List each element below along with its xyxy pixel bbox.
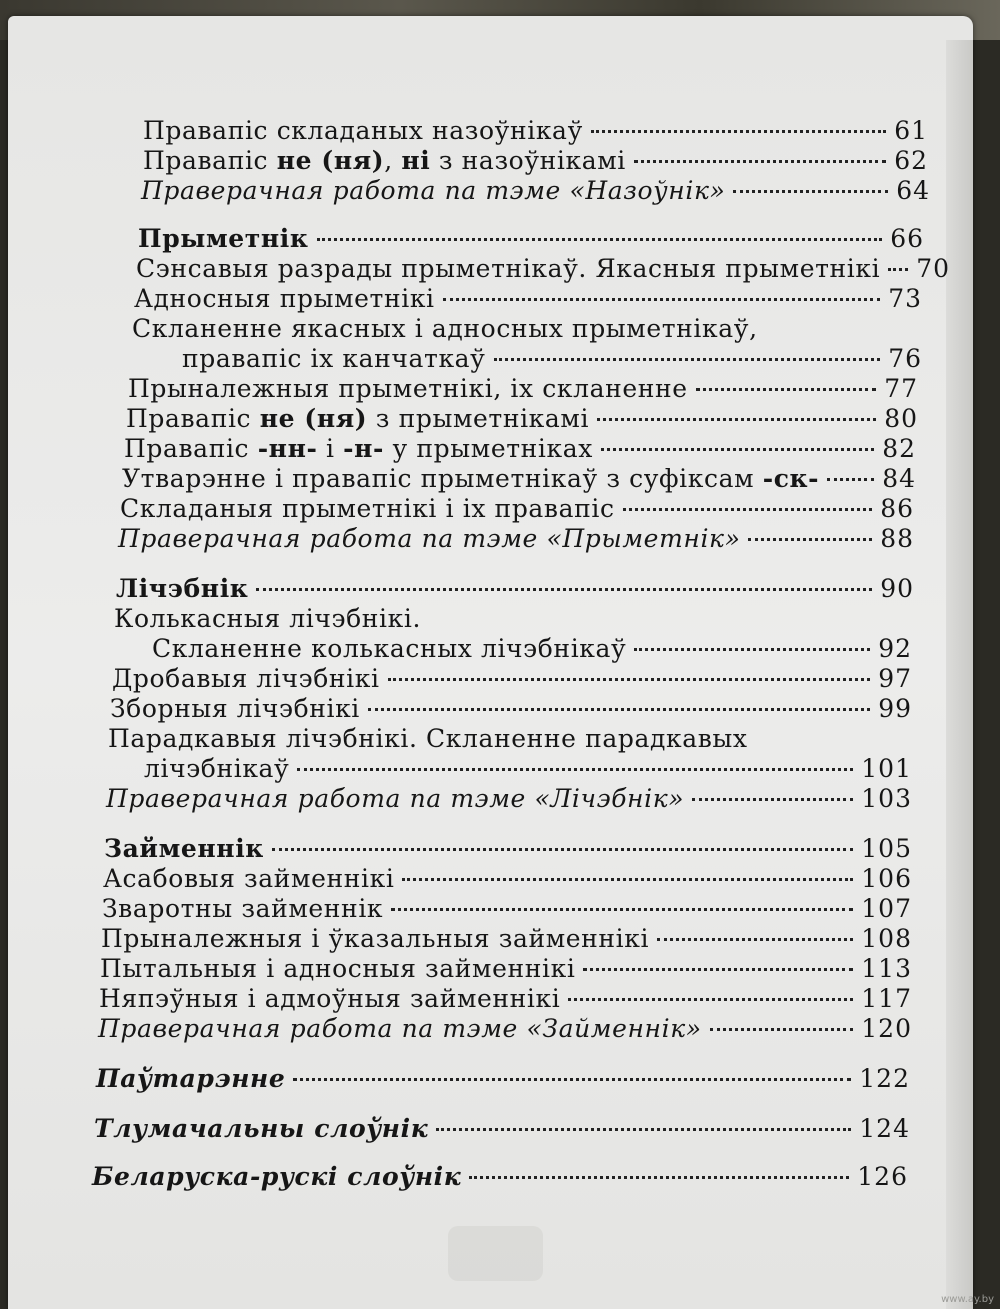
table-of-contents [8, 16, 973, 1309]
toc-entry [136, 254, 951, 284]
toc-entry [120, 494, 914, 524]
toc-entry [92, 1162, 908, 1192]
toc-entry [114, 604, 912, 634]
toc-page-number: 124 [859, 1114, 910, 1143]
toc-entry-title [126, 404, 589, 433]
dot-leader [634, 648, 870, 651]
toc-title-part: Лічэбнік [116, 574, 249, 603]
toc-page-number: 77 [884, 374, 918, 403]
toc-page-number: 106 [861, 864, 912, 893]
toc-entry-title [100, 954, 575, 983]
dot-leader [696, 388, 877, 391]
toc-entry [106, 784, 912, 814]
toc-entry-title-continued: лічэбнікаў [144, 754, 290, 783]
toc-entry [122, 464, 916, 494]
toc-entry [99, 984, 912, 1014]
dot-leader [888, 268, 908, 271]
dot-leader [623, 508, 873, 511]
toc-page-number: 61 [894, 116, 928, 145]
dot-leader [402, 878, 853, 881]
toc-title-part: з прыметнікамі [367, 404, 590, 433]
dot-leader [583, 968, 853, 971]
toc-title-part: Парадкавыя лічэбнікі. Скланенне парадкавых [108, 724, 748, 753]
toc-title-part: Прыналежныя і ўказальныя займеннікі [101, 924, 650, 953]
dot-leader [591, 130, 886, 133]
toc-title-part: Зваротны займеннік [102, 894, 384, 923]
toc-entry [124, 434, 916, 464]
toc-page-number: 122 [859, 1064, 910, 1093]
dot-leader [293, 1078, 851, 1081]
toc-entry-title [124, 434, 593, 463]
toc-title-part: Прыналежныя прыметнікі, іх скланенне [128, 374, 688, 403]
toc-title-part: з назоўнікамі [430, 146, 626, 175]
toc-page-number: 101 [861, 754, 912, 783]
toc-entry-title [136, 254, 880, 283]
dot-leader [256, 588, 872, 591]
dot-leader [272, 848, 853, 851]
toc-entry [94, 1114, 910, 1144]
dot-leader [317, 238, 883, 241]
dot-leader [391, 908, 853, 911]
toc-page-number: 90 [880, 574, 914, 603]
toc-entry-title [108, 724, 748, 753]
dot-leader [657, 938, 853, 941]
toc-page-number: 76 [888, 344, 922, 373]
toc-entry-title [104, 834, 264, 863]
toc-entry-title [101, 924, 649, 953]
toc-page-number: 86 [880, 494, 914, 523]
dot-leader [827, 478, 874, 481]
toc-entry-continuation [144, 754, 912, 784]
toc-title-part: Правапіс [124, 434, 258, 463]
toc-title-part: Тлумачальны слоўнік [94, 1114, 429, 1143]
toc-page-number: 105 [861, 834, 912, 863]
dot-leader [634, 160, 886, 163]
toc-entry-title [143, 146, 626, 175]
toc-entry [101, 924, 912, 954]
toc-title-bold-part: -н- [343, 434, 385, 463]
toc-title-part: Сэнсавыя разрады прыметнікаў. Якасныя прыметнікі [136, 254, 881, 283]
toc-title-part: Праверачная работа па тэме «Прыметнік» [118, 524, 741, 553]
dot-leader [601, 448, 874, 451]
toc-entry [126, 404, 918, 434]
toc-entry-title [128, 374, 688, 403]
dot-leader [597, 418, 876, 421]
toc-page-number: 92 [878, 634, 912, 663]
toc-entry [134, 284, 922, 314]
toc-page-number: 103 [861, 784, 912, 813]
book-page [8, 16, 973, 1309]
toc-title-part: у прыметніках [384, 434, 593, 463]
toc-title-part: Скланенне якасных і адносных прыметнікаў, [132, 314, 758, 343]
toc-title-part: Няпэўныя і адмоўныя займеннікі [99, 984, 561, 1013]
toc-entry-title-continued: Скланенне колькасных лічэбнікаў [152, 634, 627, 663]
dot-leader [733, 190, 888, 193]
toc-title-part: Паўтарэнне [96, 1064, 286, 1093]
toc-title-bold-part: не (ня) [276, 146, 385, 175]
dot-leader [748, 538, 872, 541]
toc-page-number: 113 [861, 954, 912, 983]
toc-page-number: 84 [882, 464, 916, 493]
toc-title-part: Праверачная работа па тэме «Лічэбнік» [106, 784, 685, 813]
toc-entry-title [99, 984, 560, 1013]
toc-entry [128, 374, 918, 404]
toc-entry [141, 176, 930, 206]
toc-title-part: Складаныя прыметнікі і іх правапіс [120, 494, 615, 523]
toc-entry-title [118, 524, 740, 553]
toc-title-part: , [384, 146, 402, 175]
toc-page-number: 73 [888, 284, 922, 313]
toc-page-number: 82 [882, 434, 916, 463]
dot-leader [494, 358, 881, 361]
toc-title-part: Праверачная работа па тэме «Займеннік» [98, 1014, 702, 1043]
toc-title-part: Зборныя лічэбнікі [110, 694, 360, 723]
dot-leader [443, 298, 881, 301]
toc-entry [100, 954, 912, 984]
dot-leader [436, 1128, 851, 1131]
toc-title-part: Колькасныя лічэбнікі. [114, 604, 421, 633]
toc-title-part: Займеннік [104, 834, 264, 863]
toc-title-bold-part: ні [401, 146, 431, 175]
dot-leader [368, 708, 870, 711]
toc-title-part: Пытальныя і адносныя займеннікі [100, 954, 576, 983]
toc-title-part: Праверачная работа па тэме «Назоўнік» [141, 176, 726, 205]
toc-page-number: 107 [861, 894, 912, 923]
toc-entry-continuation [182, 344, 922, 374]
toc-entry [116, 574, 914, 604]
toc-title-part: Правапіс [126, 404, 260, 433]
toc-entry [112, 664, 912, 694]
toc-page-number: 62 [894, 146, 928, 175]
dot-leader [568, 998, 853, 1001]
toc-entry-title [106, 784, 684, 813]
toc-entry [132, 314, 922, 344]
dot-leader [469, 1176, 849, 1179]
toc-page-number: 80 [884, 404, 918, 433]
toc-entry-title [96, 1064, 285, 1093]
toc-title-part: Утварэнне і правапіс прыметнікаў з суфіксам [122, 464, 763, 493]
toc-page-number: 88 [880, 524, 914, 553]
toc-page-number: 70 [916, 254, 951, 283]
toc-entry-title [120, 494, 615, 523]
toc-entry-title [143, 116, 583, 145]
toc-page-number: 108 [861, 924, 912, 953]
toc-entry [96, 1064, 910, 1094]
toc-entry [143, 146, 928, 176]
toc-title-bold-part: не (ня) [259, 404, 368, 433]
toc-title-part: Асабовыя займеннікі [103, 864, 395, 893]
toc-entry-title [102, 894, 383, 923]
toc-title-part: Беларуска-рускі слоўнік [92, 1162, 462, 1191]
toc-entry-continuation [152, 634, 912, 664]
toc-entry [103, 864, 912, 894]
toc-page-number: 120 [861, 1014, 912, 1043]
toc-title-part: Адносныя прыметнікі [134, 284, 435, 313]
dot-leader [710, 1028, 854, 1031]
dot-leader [692, 798, 853, 801]
toc-page-number: 117 [861, 984, 912, 1013]
toc-entry-title [94, 1114, 428, 1143]
toc-entry-title [112, 664, 380, 693]
toc-page-number: 66 [890, 224, 924, 253]
toc-entry [110, 694, 912, 724]
toc-entry [102, 894, 912, 924]
toc-entry-title [110, 694, 360, 723]
toc-entry [104, 834, 912, 864]
toc-title-part: Прыметнік [138, 224, 309, 253]
toc-entry [98, 1014, 912, 1044]
toc-entry-title [138, 224, 309, 253]
toc-title-part: Правапіс [143, 146, 277, 175]
toc-page-number: 97 [878, 664, 912, 693]
toc-entry-title [114, 604, 421, 633]
toc-page-number: 126 [857, 1162, 908, 1191]
toc-entry-title [141, 176, 725, 205]
watermark: www.ay.by [941, 1294, 994, 1305]
toc-page-number: 64 [896, 176, 930, 205]
toc-entry-title-continued: правапіс іх канчаткаў [182, 344, 486, 373]
toc-title-part: і [317, 434, 344, 463]
toc-title-part: Правапіс складаных назоўнікаў [143, 116, 583, 145]
toc-entry [108, 724, 912, 754]
toc-entry-title [92, 1162, 461, 1191]
dot-leader [388, 678, 871, 681]
toc-page-number: 99 [878, 694, 912, 723]
toc-title-part: Дробавыя лічэбнікі [112, 664, 380, 693]
toc-entry-title [116, 574, 248, 603]
dot-leader [297, 768, 853, 771]
toc-entry-title [132, 314, 758, 343]
toc-title-bold-part: -ск- [762, 464, 820, 493]
toc-entry-title [98, 1014, 702, 1043]
toc-entry-title [134, 284, 435, 313]
toc-entry-title [122, 464, 819, 493]
toc-entry [143, 116, 928, 146]
toc-entry-title [103, 864, 394, 893]
toc-title-bold-part: -нн- [257, 434, 318, 463]
toc-entry [138, 224, 924, 254]
toc-entry [118, 524, 914, 554]
